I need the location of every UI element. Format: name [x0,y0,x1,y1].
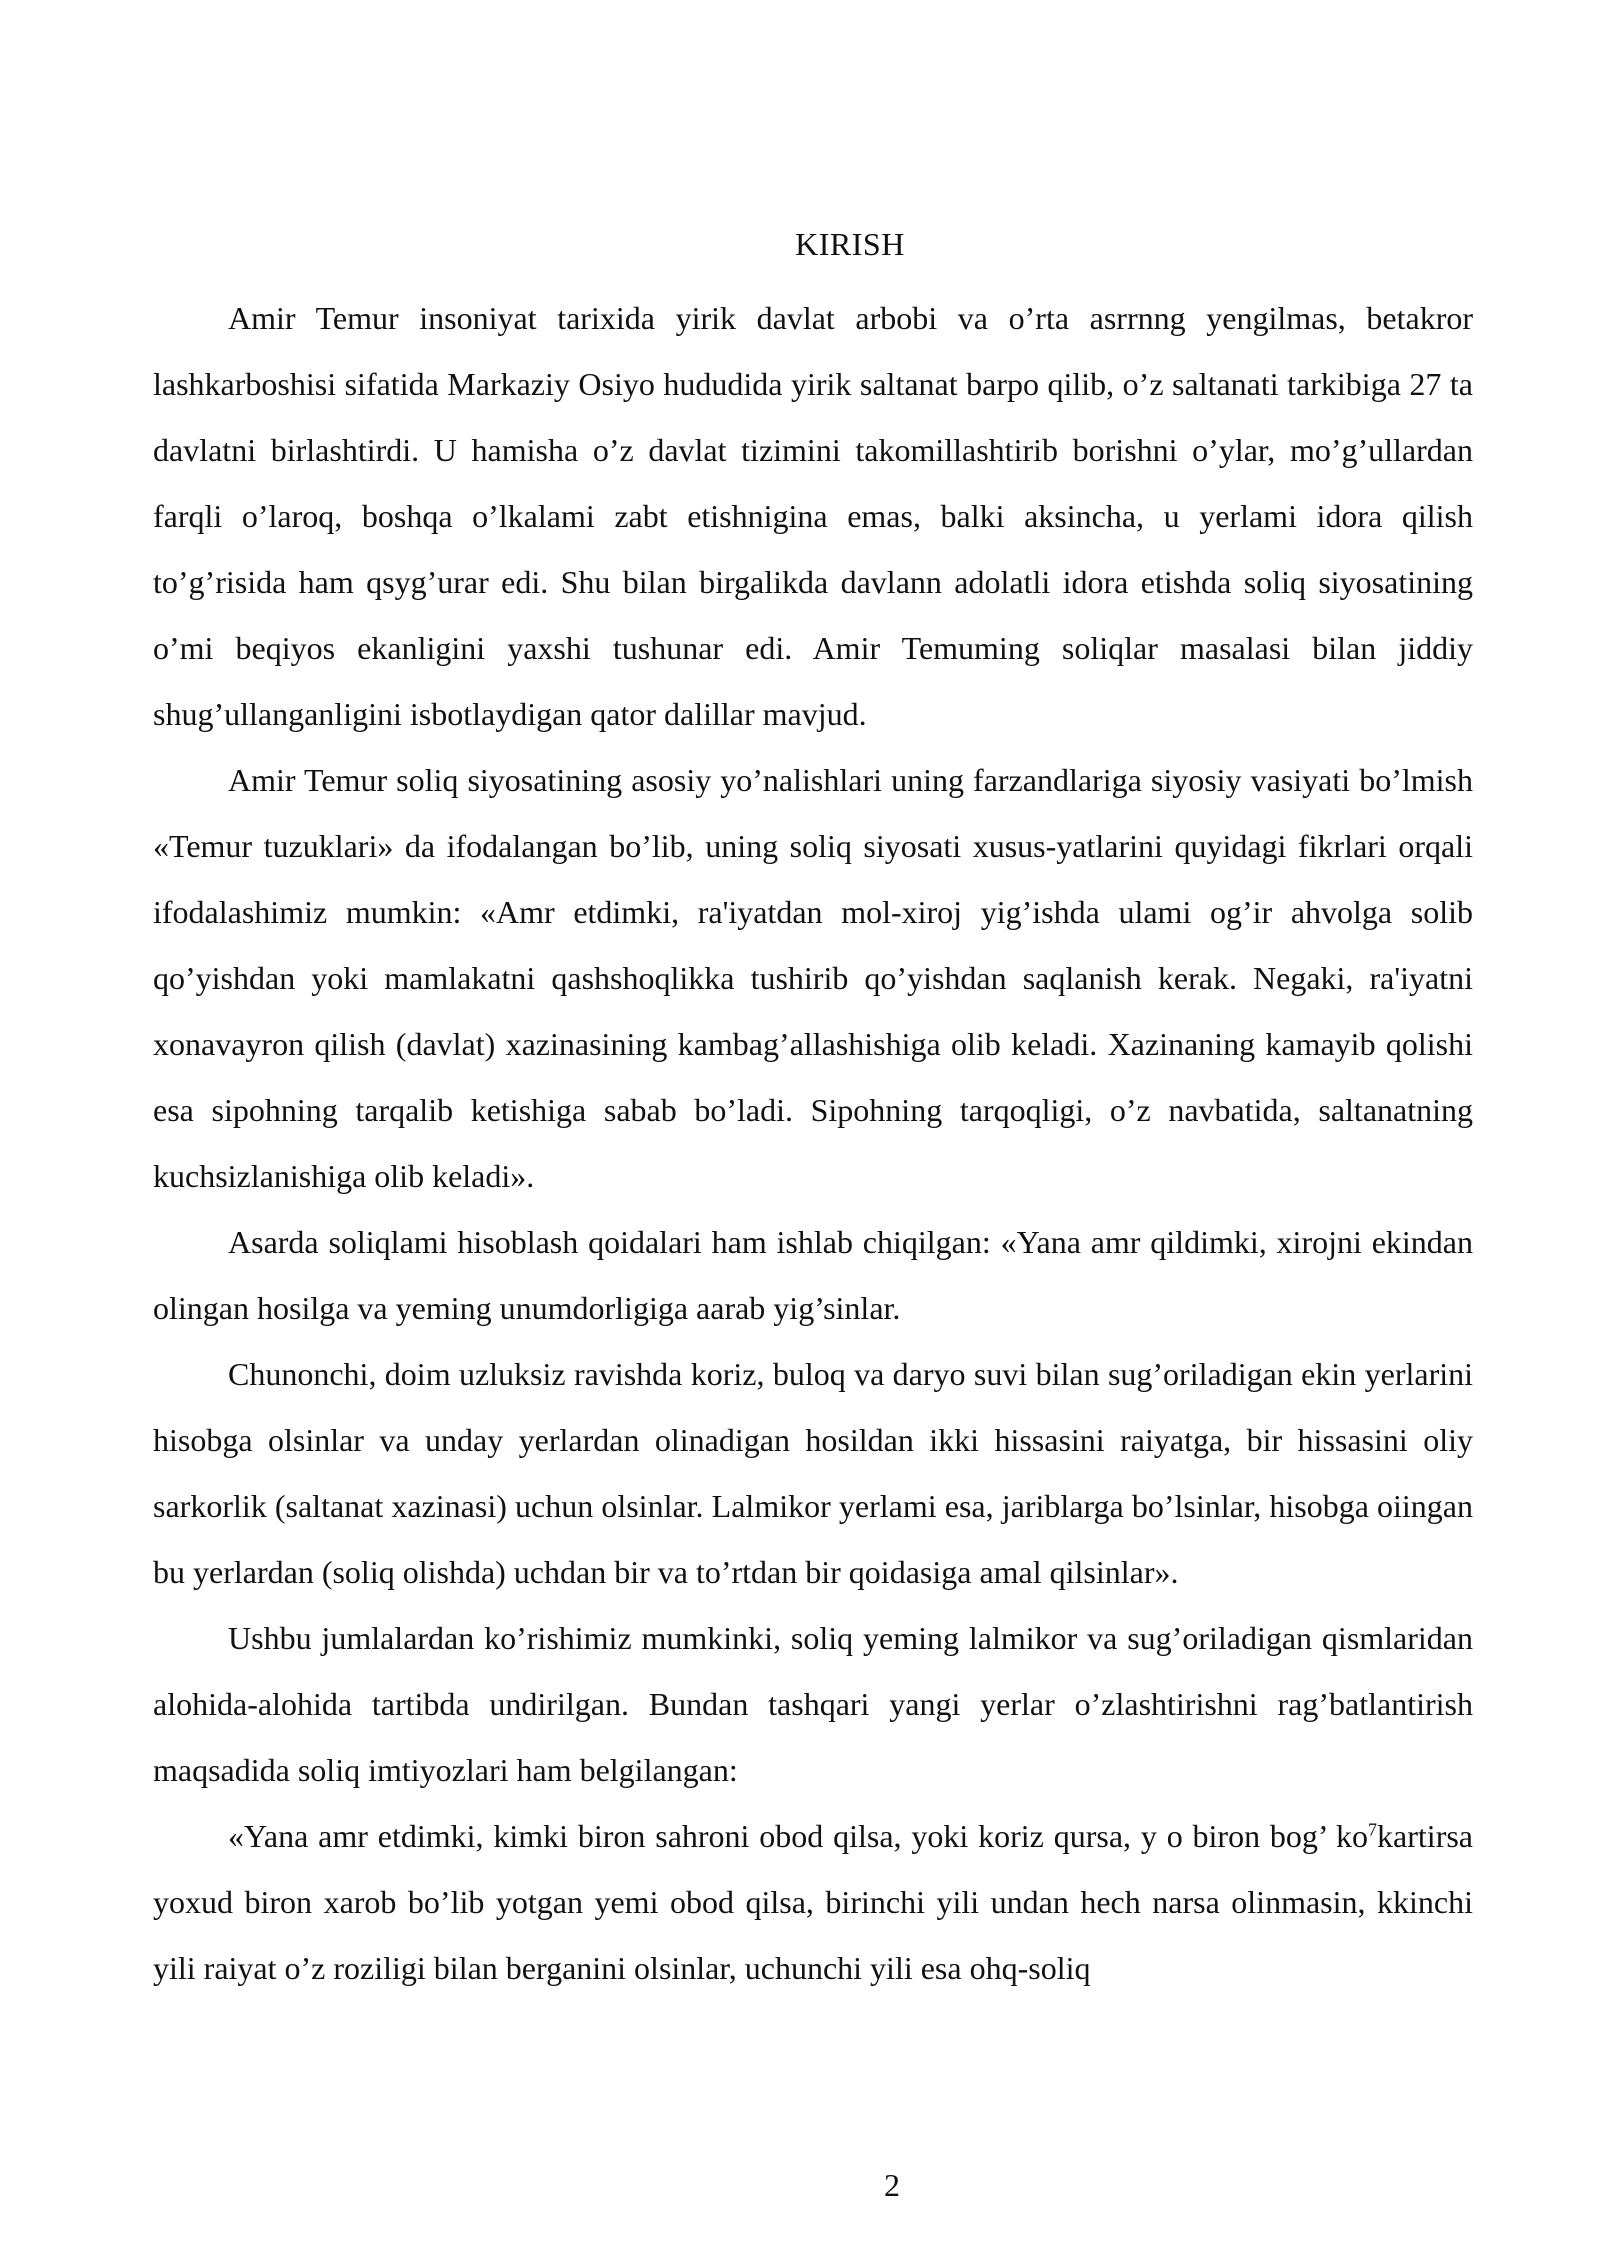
footnote-mark: 7 [1368,1819,1378,1840]
paragraph: Amir Temur insoniyat tarixida yirik davlat arbobi va o’rta asrrnng yengilmas, betakror lashkarboshisi sifatida Markaziy Osiyo hududida yirik saltanat barpo qilib, o’z saltanati tarkibiga 27 ta davlatni birlashtirdi. U hamisha o’z davlat tizimini takomillashtirib borishni o’ylar, mo’g’ullardan farqli o’laroq, boshqa o’lkalami zabt etishnigina emas, balki aksincha, u yerlami idora qilish to’g’risida ham qsyg’urar edi. Shu bilan birgalikda davlann adolatli idora etishda soliq siyosatining o’mi beqiyos ekanligini yaxshi tushunar edi. Amir Temuming soliqlar masalasi bilan jiddiy shug’ullanganligini isbotlaydigan qator dalillar mavjud. [153,300,1473,732]
body-text [153,285,1473,2001]
paragraph: Asarda soliqlami hisoblash qoidalari ham ishlab chiqilgan: «Yana amr qildimki, xirojni ekindan olingan hosilga va yeming unumdorligiga aarab yig’sinlar. [153,1224,1473,1326]
paragraph: Ushbu jumlalardan ko’rishimiz mumkinki, soliq yeming lalmikor va sug’oriladigan qismlaridan alohida-alohida tartibda undirilgan. Bundan tashqari yangi yerlar o’zlashtirishni rag’batlantirish maqsadida soliq imtiyozlari ham belgilangan: [153,1620,1473,1788]
paragraph: Amir Temur soliq siyosatining asosiy yo’nalishlari uning farzandlariga siyosiy vasiyati bo’lmish «Temur tuzuklari» da ifodalangan bo’lib, uning soliq siyosati xusus-yatlarini quyidagi fikrlari orqali ifodalashimiz mumkin: «Amr etdimki, ra'iyatdan mol-xiroj yig’ishda ulami og’ir ahvolga solib qo’yishdan yoki mamlakatni qashshoqlikka tushirib qo’yishdan saqlanish kerak. Negaki, ra'iyatni xonavayron qilish (davlat) xazinasining kambag’allashishiga olib keladi. Xazinaning kamayib qolishi esa sipohning tarqalib ketishiga sabab bo’ladi. Sipohning tarqoqligi, o’z navbatida, saltanatning kuchsizlanishiga olib keladi». [153,762,1473,1194]
paragraph-text-after: kartirsa yoxud biron xarob bo’lib yotgan yemi obod qilsa, birinchi yili undan hech narsa olinmasin, kkinchi yili raiyat o’z roziligi bilan berganini olsinlar, uchunchi yili esa ohq-soliq [153,1818,1473,1986]
paragraph: Chunonchi, doim uzluksiz ravishda koriz, buloq va daryo suvi bilan sug’oriladigan ekin yerlarini hisobga olsinlar va unday yerlardan olinadigan hosildan ikki hissasini raiyatga, bir hissasini oliy sarkorlik (saltanat xazinasi) uchun olsinlar. Lalmikor yerlami esa, jariblarga bo’lsinlar, hisobga oiingan bu yerlardan (soliq olishda) uchdan bir va to’rtdan bir qoidasiga amal qilsinlar». [153,1356,1473,1590]
page-number: 2 [884,2167,900,2203]
paragraph-text-before: «Yana amr etdimki, kimki biron sahroni obod qilsa, yoki koriz qursa, y o biron bog’ ko [228,1818,1369,1854]
page-title: KIRISH [795,226,905,262]
paragraph [153,1803,1473,2001]
